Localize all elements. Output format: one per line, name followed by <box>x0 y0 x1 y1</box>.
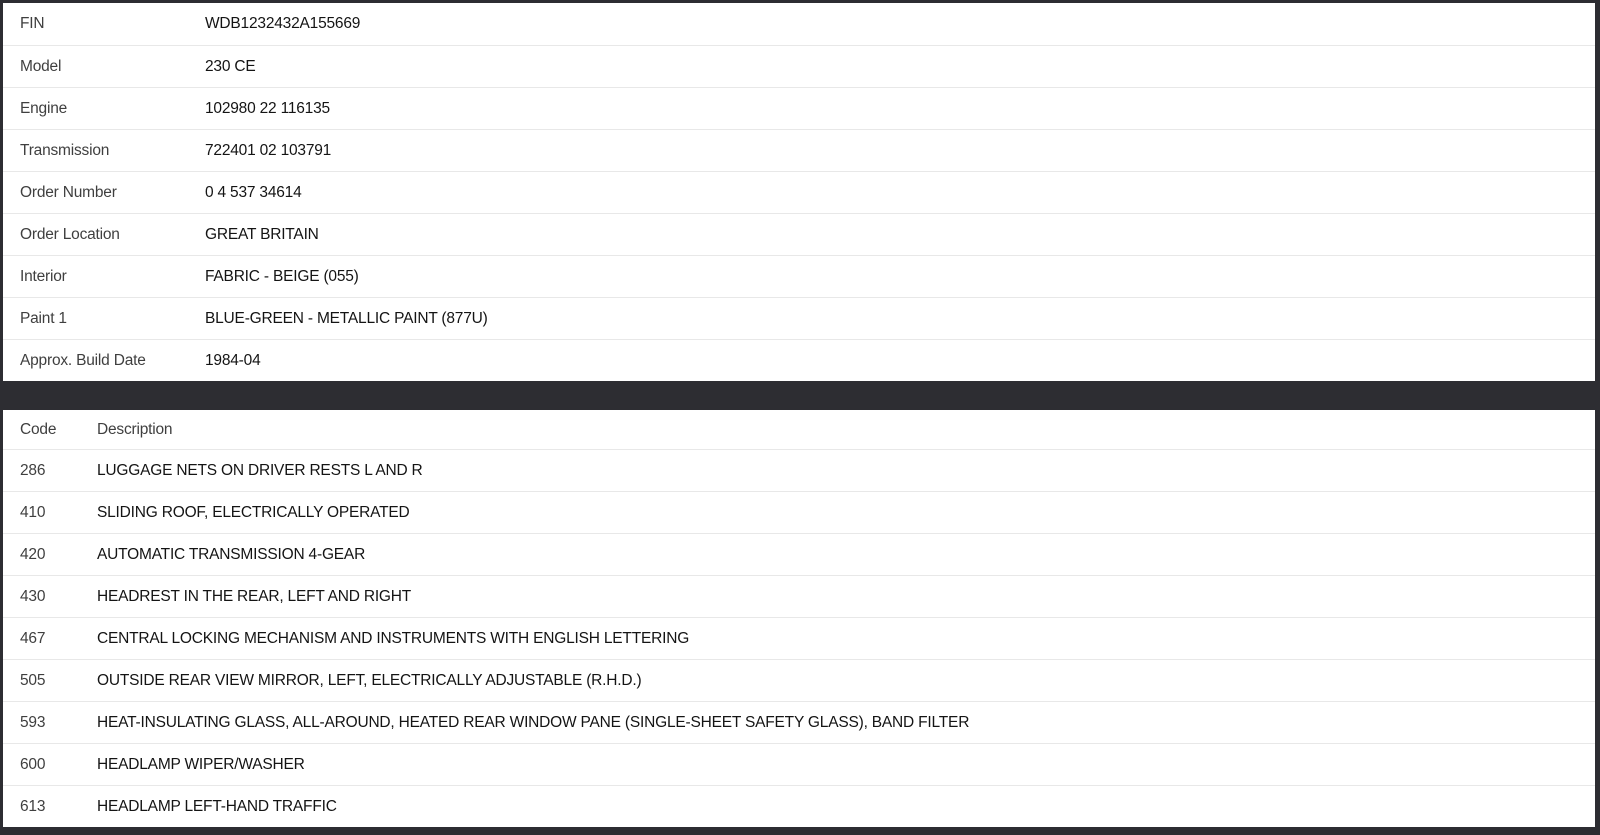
code-cell: 420 <box>20 545 46 563</box>
info-row-value: 230 CE <box>205 57 256 75</box>
description-cell: HEADREST IN THE REAR, LEFT AND RIGHT <box>97 587 412 605</box>
vehicle-info-table <box>3 3 1595 381</box>
description-cell: HEADLAMP WIPER/WASHER <box>97 755 305 773</box>
vehicle-info-row <box>3 171 1595 213</box>
equipment-code-row <box>3 617 1595 659</box>
vehicle-info-row <box>3 45 1595 87</box>
description-cell: SLIDING ROOF, ELECTRICALLY OPERATED <box>97 503 410 521</box>
info-row-label: Order Location <box>20 225 120 243</box>
equipment-codes-table <box>3 410 1595 827</box>
equipment-code-row <box>3 533 1595 575</box>
info-row-label: Model <box>20 57 62 75</box>
codes-table-header-row <box>3 410 1595 449</box>
equipment-code-row <box>3 785 1595 827</box>
info-row-label: Approx. Build Date <box>20 351 146 369</box>
description-cell: AUTOMATIC TRANSMISSION 4-GEAR <box>97 545 366 563</box>
code-cell: 286 <box>20 461 46 479</box>
code-column-header: Code <box>20 420 57 438</box>
info-row-label: Engine <box>20 99 68 117</box>
code-cell: 600 <box>20 755 46 773</box>
info-row-label: Paint 1 <box>20 309 67 327</box>
info-row-value: GREAT BRITAIN <box>205 225 319 243</box>
equipment-code-row <box>3 743 1595 785</box>
info-row-value: 722401 02 103791 <box>205 141 332 159</box>
code-cell: 430 <box>20 587 46 605</box>
code-cell: 410 <box>20 503 46 521</box>
code-cell: 613 <box>20 797 46 815</box>
vehicle-info-row <box>3 87 1595 129</box>
description-cell: HEADLAMP LEFT-HAND TRAFFIC <box>97 797 337 815</box>
info-row-value: BLUE-GREEN - METALLIC PAINT (877U) <box>205 309 488 327</box>
equipment-code-row <box>3 575 1595 617</box>
info-row-label: Interior <box>20 267 67 285</box>
description-cell: CENTRAL LOCKING MECHANISM AND INSTRUMENTS WITH ENGLISH LETTERING <box>97 629 690 647</box>
code-cell: 593 <box>20 713 46 731</box>
vehicle-info-row <box>3 255 1595 297</box>
code-cell: 505 <box>20 671 46 689</box>
info-row-value: WDB1232432A155669 <box>205 15 361 32</box>
description-cell: HEAT-INSULATING GLASS, ALL-AROUND, HEATED REAR WINDOW PANE (SINGLE-SHEET SAFETY GLASS), BAND FILTER <box>97 713 970 731</box>
equipment-code-row <box>3 659 1595 701</box>
code-cell: 467 <box>20 629 46 647</box>
info-row-value: 0 4 537 34614 <box>205 183 302 201</box>
description-cell: OUTSIDE REAR VIEW MIRROR, LEFT, ELECTRICALLY ADJUSTABLE (R.H.D.) <box>97 671 642 689</box>
description-cell: LUGGAGE NETS ON DRIVER RESTS L AND R <box>97 461 423 479</box>
info-row-value: FABRIC - BEIGE (055) <box>205 267 359 285</box>
info-row-label: Transmission <box>20 141 110 159</box>
info-row-label: Order Number <box>20 183 117 201</box>
vehicle-info-row <box>3 129 1595 171</box>
equipment-code-row <box>3 491 1595 533</box>
vehicle-info-row <box>3 297 1595 339</box>
vehicle-info-row <box>3 3 1595 45</box>
vehicle-info-row <box>3 213 1595 255</box>
info-row-value: 1984-04 <box>205 351 261 369</box>
equipment-code-row <box>3 701 1595 743</box>
equipment-code-row <box>3 449 1595 491</box>
description-column-header: Description <box>97 420 173 438</box>
vehicle-info-row <box>3 339 1595 381</box>
info-row-value: 102980 22 116135 <box>205 99 330 117</box>
info-row-label: FIN <box>20 15 45 32</box>
